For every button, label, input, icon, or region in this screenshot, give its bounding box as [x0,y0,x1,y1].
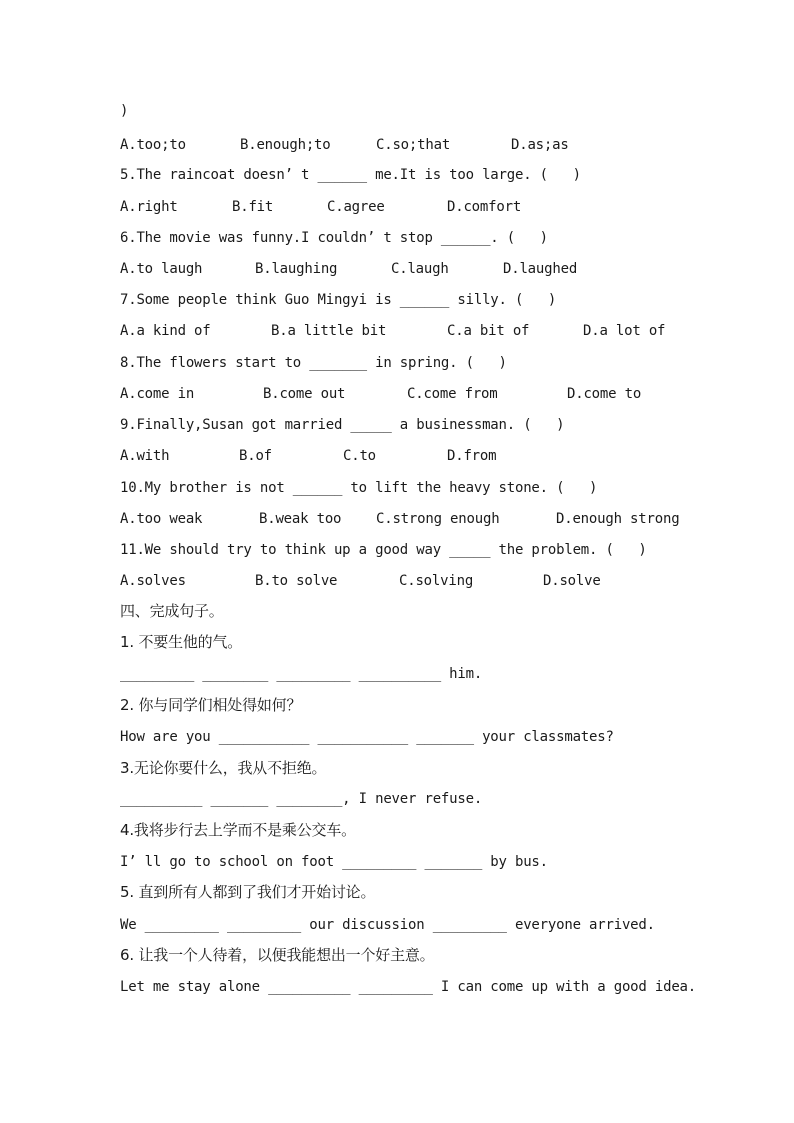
q9-option-b: B.of [239,448,272,464]
sentence-6-english: Let me stay alone __________ _________ I can come up with a good idea. [120,979,697,995]
sentence-2-chinese: 2. 你与同学们相处得如何？ [120,696,302,714]
q5-stem: 5.The raincoat doesn’ t ______ me.It is too large. ( ) [120,167,581,183]
q6-option-b: B.laughing [255,261,338,277]
q10-option-c: C.strong enough [376,511,500,527]
q5-option-a: A.right [120,199,178,215]
sentence-1-chinese: 1. 不要生他的气。 [120,633,243,651]
q9-option-d: D.from [447,448,497,464]
q6-option-c: C.laugh [391,261,449,277]
sentence-3-chinese: 3.无论你要什么，我从不拒绝。 [120,759,327,777]
q4-option-a: A.too;to [120,137,186,153]
q7-option-b: B.a little bit [271,323,387,339]
q4-option-b: B.enough;to [240,137,331,153]
q5-option-b: B.fit [232,199,274,215]
section-4-title: 四、完成句子。 [120,602,224,620]
q11-option-b: B.to solve [255,573,338,589]
sentence-2-english: How are you ___________ ___________ _______ your classmates? [120,729,614,745]
q4-bracket-tail: ) [120,103,129,119]
q9-option-c: C.to [343,448,376,464]
q11-option-d: D.solve [543,573,601,589]
q5-option-d: D.comfort [447,199,522,215]
q7-option-d: D.a lot of [583,323,666,339]
q4-option-c: C.so;that [376,137,451,153]
sentence-1-english: _________ ________ _________ __________ him. [120,666,483,682]
sentence-5-chinese: 5. 直到所有人都到了我们才开始讨论。 [120,883,376,901]
q10-option-d: D.enough strong [556,511,680,527]
sentence-5-english: We _________ _________ our discussion _________ everyone arrived. [120,917,655,933]
sentence-6-chinese: 6. 让我一个人待着，以便我能想出一个好主意。 [120,946,435,964]
q11-option-a: A.solves [120,573,186,589]
sentence-4-english: I’ ll go to school on foot _________ _______ by bus. [120,854,548,870]
q10-stem: 10.My brother is not ______ to lift the heavy stone. ( ) [120,480,598,496]
q8-stem: 8.The flowers start to _______ in spring. ( ) [120,355,507,371]
q7-option-c: C.a bit of [447,323,530,339]
q6-option-a: A.to laugh [120,261,203,277]
q5-option-c: C.agree [327,199,385,215]
sentence-3-english: __________ _______ ________, I never refuse. [120,791,483,807]
q8-option-c: C.come from [407,386,498,402]
q8-option-b: B.come out [263,386,346,402]
q9-option-a: A.with [120,448,170,464]
q4-option-d: D.as;as [511,137,569,153]
q8-option-a: A.come in [120,386,195,402]
q10-option-b: B.weak too [259,511,342,527]
sentence-4-chinese: 4.我将步行去上学而不是乘公交车。 [120,821,356,839]
q10-option-a: A.too weak [120,511,203,527]
q6-option-d: D.laughed [503,261,578,277]
q9-stem: 9.Finally,Susan got married _____ a businessman. ( ) [120,417,565,433]
q11-stem: 11.We should try to think up a good way _____ the problem. ( ) [120,542,647,558]
q7-stem: 7.Some people think Guo Mingyi is ______ silly. ( ) [120,292,557,308]
q6-stem: 6.The movie was funny.I couldn’ t stop ______. ( ) [120,230,548,246]
q8-option-d: D.come to [567,386,642,402]
q7-option-a: A.a kind of [120,323,211,339]
q11-option-c: C.solving [399,573,474,589]
